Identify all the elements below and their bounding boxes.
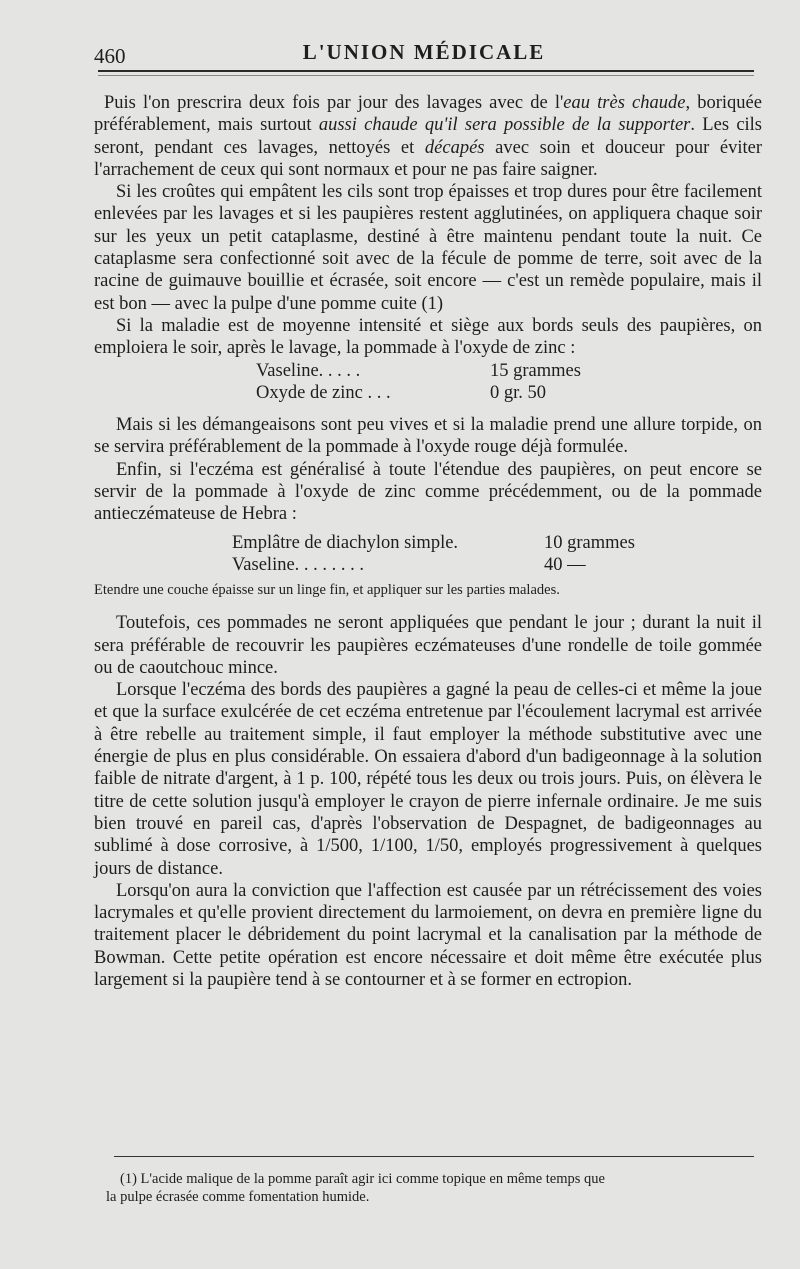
formula-ingredient: Emplâtre de diachylon simple. [232, 532, 459, 553]
journal-title: L'UNION MÉDICALE [302, 40, 546, 64]
formula-hebra [94, 532, 762, 577]
formula-ingredient: Oxyde de zinc . . . [256, 382, 391, 403]
paragraph-methode-substitutive [94, 679, 762, 880]
header-rule [98, 70, 754, 72]
paragraph-lavages [94, 92, 762, 181]
formula-zinc [94, 360, 762, 405]
paragraph-toutefois [94, 612, 762, 679]
formula-amount: 15 grammes [490, 360, 581, 381]
formula-amount: 0 gr. 50 [490, 382, 547, 403]
formula-row [256, 382, 762, 404]
paragraph-eczema-generalise [94, 459, 762, 526]
header-rule-secondary [98, 75, 754, 76]
formula-ingredient: Vaseline. . . . . . . . [232, 554, 365, 575]
article-body [94, 92, 762, 991]
formula-amount: 40 — [544, 554, 586, 575]
page-number: 460 [94, 44, 126, 68]
formula-row [232, 532, 762, 554]
formula-amount: 10 grammes [544, 532, 635, 553]
footnote-line: la pulpe écrasée comme fomentation humide. [106, 1189, 370, 1205]
italic-run: eau très chaude [563, 93, 686, 113]
italic-run: aussi chaude qu'il sera possible de la supporter [318, 115, 691, 136]
paragraph-voies-lacrymales [94, 880, 762, 991]
text-run: avec soin et douceur pour éviter l'arrachement de ceux qui sont normaux et pour ne pas faire saigner. [94, 137, 762, 180]
text-run: Si la maladie est de moyenne intensité et siège aux bords seuls des paupières, on emploiera le soir, après le lavage, la pommade à l'oxyde de zinc : [94, 315, 762, 359]
formula-row [256, 360, 762, 382]
footnote [106, 1170, 766, 1206]
text-run: Puis l'on prescrira deux fois par jour des lavages avec de l' [104, 93, 564, 113]
text-run: . Les cils seront, pendant ces lavages, nettoyés et [94, 115, 763, 158]
footnote-line: (1) L'acide malique de la pomme paraît agir ici comme topique en même temps que [120, 1171, 605, 1187]
formula-ingredient: Vaseline. . . . . [256, 360, 361, 381]
formula-row [232, 554, 762, 576]
paragraph-moyenne-intensite [94, 315, 762, 360]
text-run: , boriquée préférablement, mais surtout [94, 93, 762, 136]
text-run: Si les croûtes qui empâtent les cils sont trop épaisses et trop dures pour être facilement enlevées par les lavages et si les paupières restent agglutinées, on appliquera chaque soir sur les yeux un petit cataplasme, destiné à être maintenu pendant toute la nuit. Ce cataplasme sera confectionné soit avec de la fécule de pomme de terre, soit avec de la racine de guimauve bouillie et écrasée, soit encore — c'est un remède populaire, mais il est bon — avec la pulpe d'une pomme cuite (1) [94, 182, 762, 314]
paragraph-croutes [94, 181, 762, 315]
text-run: Mais si les démangeaisons sont peu vives et si la maladie prend une allure torpide, on se servira préférablement de la pommade à l'oxyde rouge déjà formulée. [94, 415, 762, 458]
italic-run: décapés [424, 137, 485, 158]
text-run: Toutefois, ces pommades ne seront appliquées que pendant le jour ; durant la nuit il sera préférable de recouvrir les paupières eczémateuses d'une rondelle de toile gommée ou de caoutchouc mince. [94, 613, 762, 678]
page-header [94, 34, 754, 68]
text-run: Lorsque l'eczéma des bords des paupières a gagné la peau de celles-ci et même la joue et que la surface exulcérée de cet eczéma entretenue par l'écoulement lacrymal est arrivée à être rebelle au traitement simple, il faut employer la méthode substitutive avec une énergie de plus en plus considérable. On essaiera d'abord d'un badigeonnage à la solution faible de nitrate d'argent, à 1 p. 100, répété tous les deux ou trois jours. Puis, on élèvera le titre de cette solution jusqu'à employer le crayon de pierre infernale ordinaire. Je me suis bien trouvé en pareil cas, d'après l'observation de Despagnet, de badigeonnages au sublimé à dose corrosive, à 1/500, 1/100, 1/50, employés progressivement à quelques jours de distance. [94, 680, 762, 879]
hebra-instruction: Etendre une couche épaisse sur un linge fin, et appliquer sur les parties malades. [94, 582, 560, 599]
paragraph-demangeaisons [94, 414, 762, 459]
text-run: Lorsqu'on aura la conviction que l'affection est causée par un rétrécissement des voies lacrymales et qu'elle provient directement du larmoiement, on devra en première ligne du traitement placer le débridement du point lacrymal et la canalisation par la méthode de Bowman. Cette petite opération est encore nécessaire et doit même être exécutée plus largement si la paupière tend à se contourner et à se former en ectropion. [94, 880, 762, 990]
footnote-rule [114, 1156, 754, 1157]
text-run: Enfin, si l'eczéma est généralisé à toute l'étendue des paupières, on peut encore se servir de la pommade à l'oxyde de zinc comme précédemment, ou de la pommade antieczémateuse de Hebra : [94, 459, 762, 525]
